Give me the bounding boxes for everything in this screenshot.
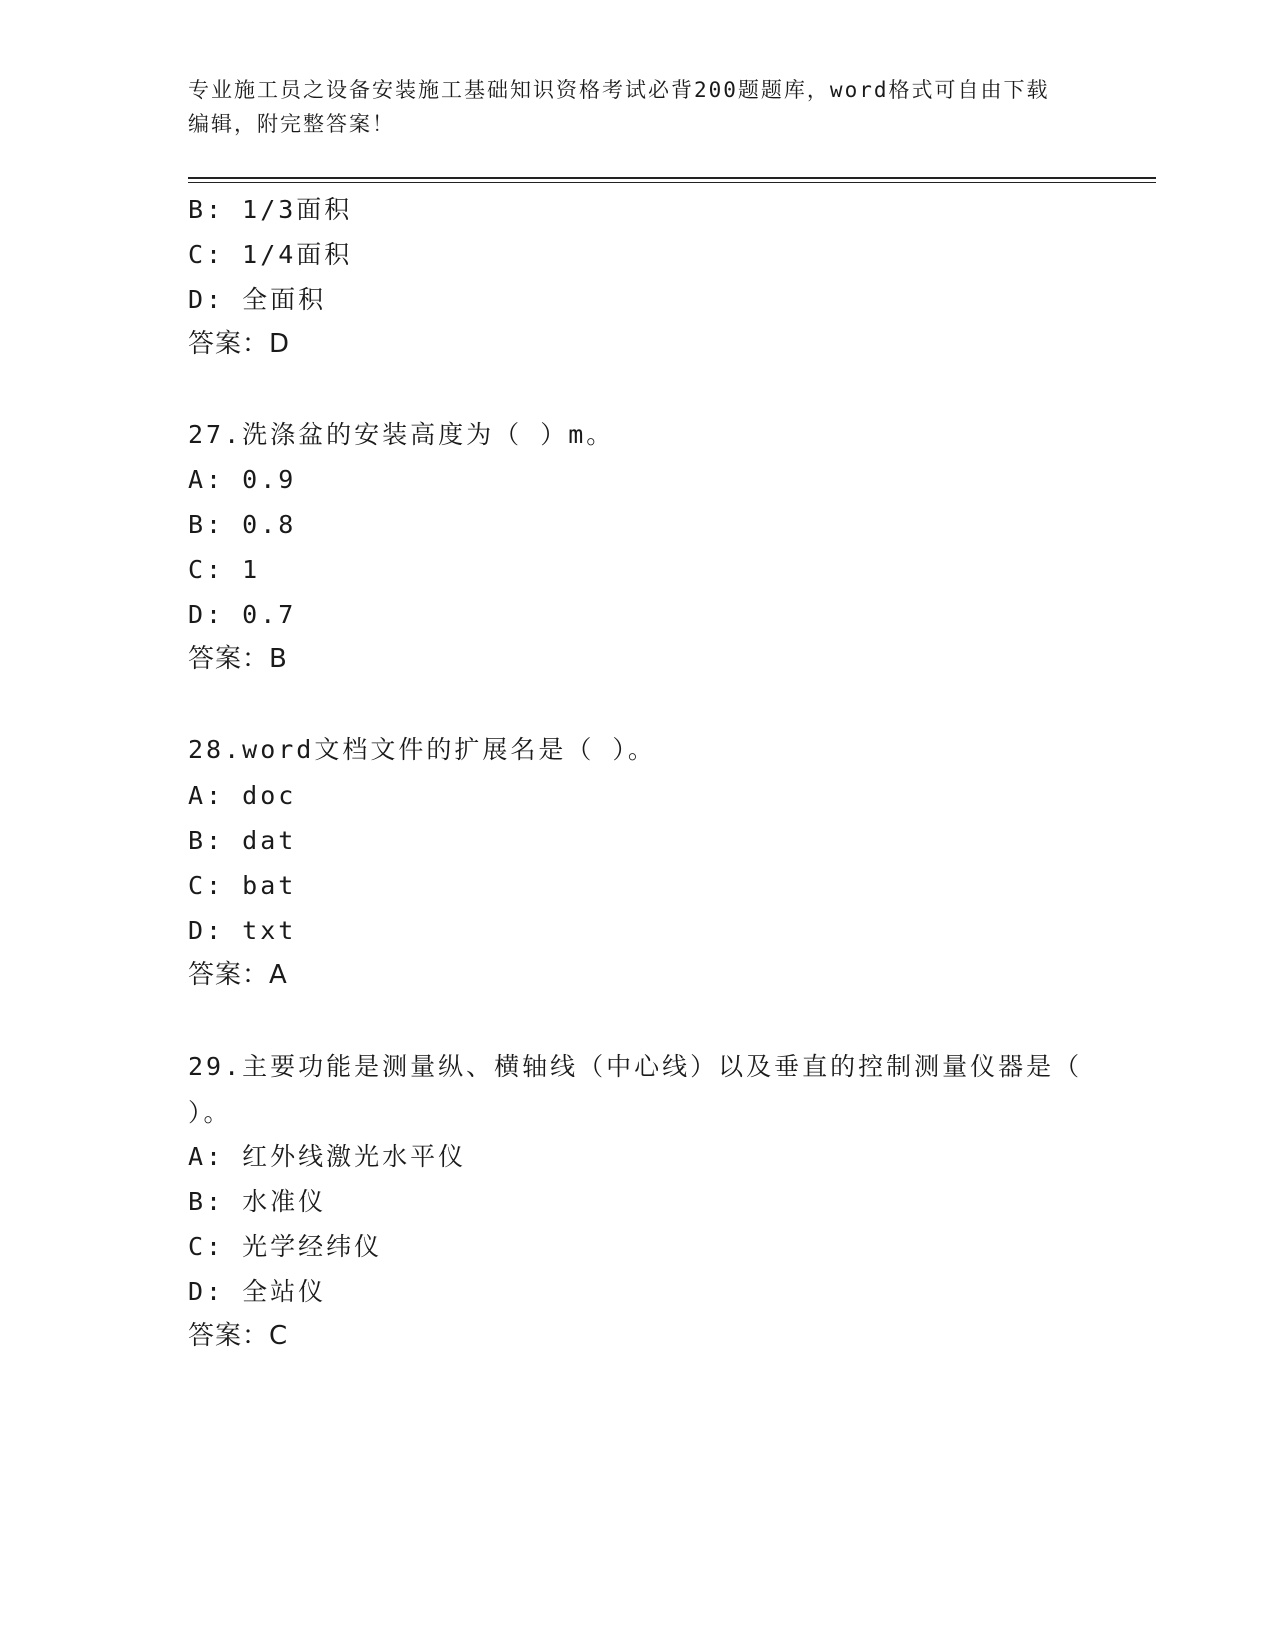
prev-question-answer: 答案：D xyxy=(188,329,291,359)
question-27-option-d: D: 0.7 xyxy=(188,600,297,629)
question-28-option-c: C: bat xyxy=(188,871,297,900)
question-29-option-a: A: 红外线激光水平仪 xyxy=(188,1142,467,1171)
question-27-option-c: C: 1 xyxy=(188,555,261,584)
question-28-option-b: B: dat xyxy=(188,826,297,855)
question-29-option-d: D: 全站仪 xyxy=(188,1277,327,1306)
question-27-option-a: A: 0.9 xyxy=(188,465,297,494)
prev-question-option-d: D: 全面积 xyxy=(188,285,327,314)
question-27-option-b: B: 0.8 xyxy=(188,510,297,539)
document-header-title: 专业施工员之设备安装施工基础知识资格考试必背200题题库，word格式可自由下载编辑，附完整答案！ xyxy=(188,78,1050,136)
prev-question-option-c: C: 1/4面积 xyxy=(188,240,353,269)
header-divider-thick xyxy=(188,177,1156,179)
question-29-option-b: B: 水准仪 xyxy=(188,1187,327,1216)
question-29-option-c: C: 光学经纬仪 xyxy=(188,1232,383,1261)
question-28-option-a: A: doc xyxy=(188,781,297,810)
question-27-stem: 27.洗涤盆的安装高度为（ ）m。 xyxy=(188,420,615,449)
prev-question-option-b: B: 1/3面积 xyxy=(188,195,353,224)
question-28-option-d: D: txt xyxy=(188,916,297,945)
question-29-answer: 答案：C xyxy=(188,1321,289,1351)
header-divider-thin xyxy=(188,182,1156,183)
question-28-stem: 28.word文档文件的扩展名是（ ）。 xyxy=(188,735,656,764)
question-29-stem: 29.主要功能是测量纵、横轴线（中心线）以及垂直的控制测量仪器是（ ）。 xyxy=(188,1052,1083,1127)
question-27-answer: 答案：B xyxy=(188,644,288,674)
question-28-answer: 答案：A xyxy=(188,960,288,990)
